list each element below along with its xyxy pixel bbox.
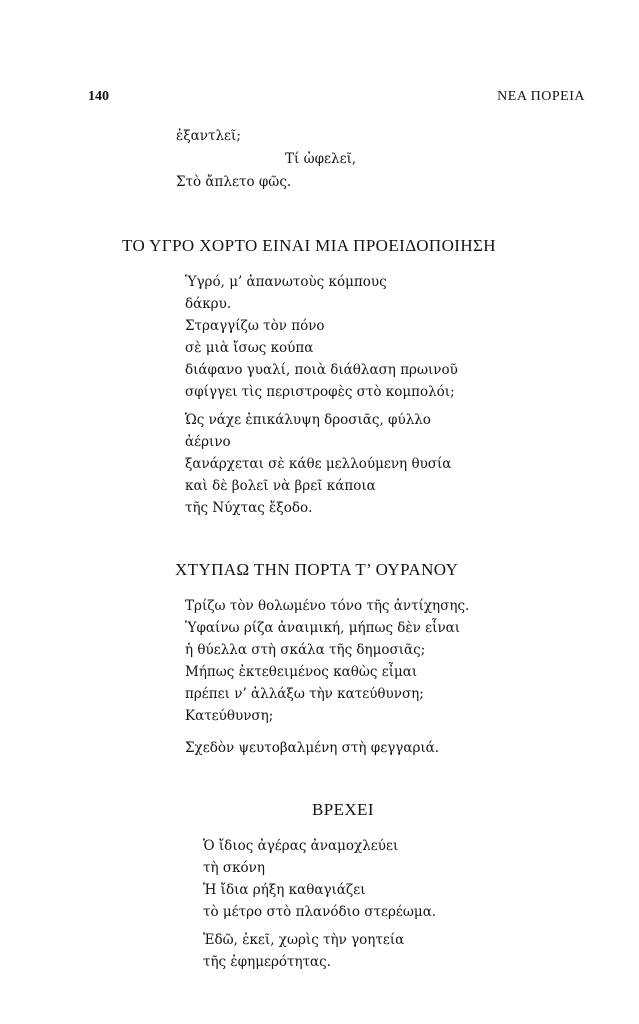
poem-line: Ὁ ἴδιος ἀγέρας ἀναμοχλεύει (203, 838, 399, 854)
poem-line: Ὡς νάχε ἐπικάλυψη δροσιᾶς, φύλλο (185, 412, 431, 428)
poem-line: Στραγγίζω τὸν πόνο (185, 318, 325, 334)
poem-line: Ὑφαίνω ρίζα ἀναιμική, μήπως δὲν εἶναι (185, 620, 461, 636)
poem-line: ξανάρχεται σὲ κάθε μελλούμενη θυσία (185, 456, 452, 472)
fragment-line: ἐξαντλεῖ; (176, 128, 241, 144)
poem-line: Ὑγρό, μ’ ἀπανωτοὺς κόμπους (185, 274, 387, 290)
poem-line: διάφανο γυαλί, ποιὰ διάθλαση πρωινοῦ (185, 362, 458, 378)
page-number: 140 (88, 89, 109, 104)
poem-line: Ἐδῶ, ἐκεῖ, χωρὶς τὴν γοητεία (203, 932, 405, 948)
poem-line: Ἡ ἴδια ρήξη καθαγιάζει (203, 882, 366, 898)
poem-title: ΒΡΕΧΕΙ (312, 800, 374, 819)
running-title: ΝΕΑ ΠΟΡΕΙΑ (497, 89, 585, 104)
poem-line: Τρίζω τὸν θολωμένο τόνο τῆς ἀντίχησης. (185, 598, 470, 614)
poem-line: τῆς Νύχτας ἔξοδο. (185, 500, 313, 516)
poem-line: πρέπει ν’ ἀλλάξω τὴν κατεύθυνση; (185, 686, 424, 702)
poem-line: σὲ μιὰ ἴσως κούπα (185, 340, 314, 356)
poem-line: Κατεύθυνση; (185, 708, 274, 724)
poem-line: τῆς ἐφημερότητας. (203, 954, 332, 970)
fragment-line: Τί ὠφελεῖ, (285, 151, 357, 167)
poem-line: Σχεδὸν ψευτοβαλμένη στὴ φεγγαριά. (185, 740, 440, 756)
poem-title: ΧΤΥΠΑΩ ΤΗΝ ΠΟΡΤΑ Τ’ ΟΥΡΑΝΟΥ (175, 560, 459, 579)
poem-line: ἀέρινο (185, 434, 231, 450)
fragment-line: Στὸ ἄπλετο φῶς. (176, 174, 292, 190)
poem-title: ΤΟ ΥΓΡΟ ΧΟΡΤΟ ΕΙΝΑΙ ΜΙΑ ΠΡΟΕΙΔΟΠΟΙΗΣΗ (122, 236, 496, 255)
poem-line: δάκρυ. (185, 296, 232, 312)
poem-line: ἡ θύελλα στὴ σκάλα τῆς δημοσιᾶς; (185, 642, 426, 658)
poem-line: τὴ σκόνη (203, 860, 265, 876)
poem-line: τὸ μέτρο στὸ πλανόδιο στερέωμα. (203, 904, 437, 920)
poem-line: Μήπως ἐκτεθειμένος καθὼς εἶμαι (185, 664, 418, 680)
poem-line: καὶ δὲ βολεῖ νὰ βρεῖ κάποια (185, 478, 376, 494)
poem-line: σφίγγει τὶς περιστροφὲς στὸ κομπολόι; (185, 384, 455, 400)
